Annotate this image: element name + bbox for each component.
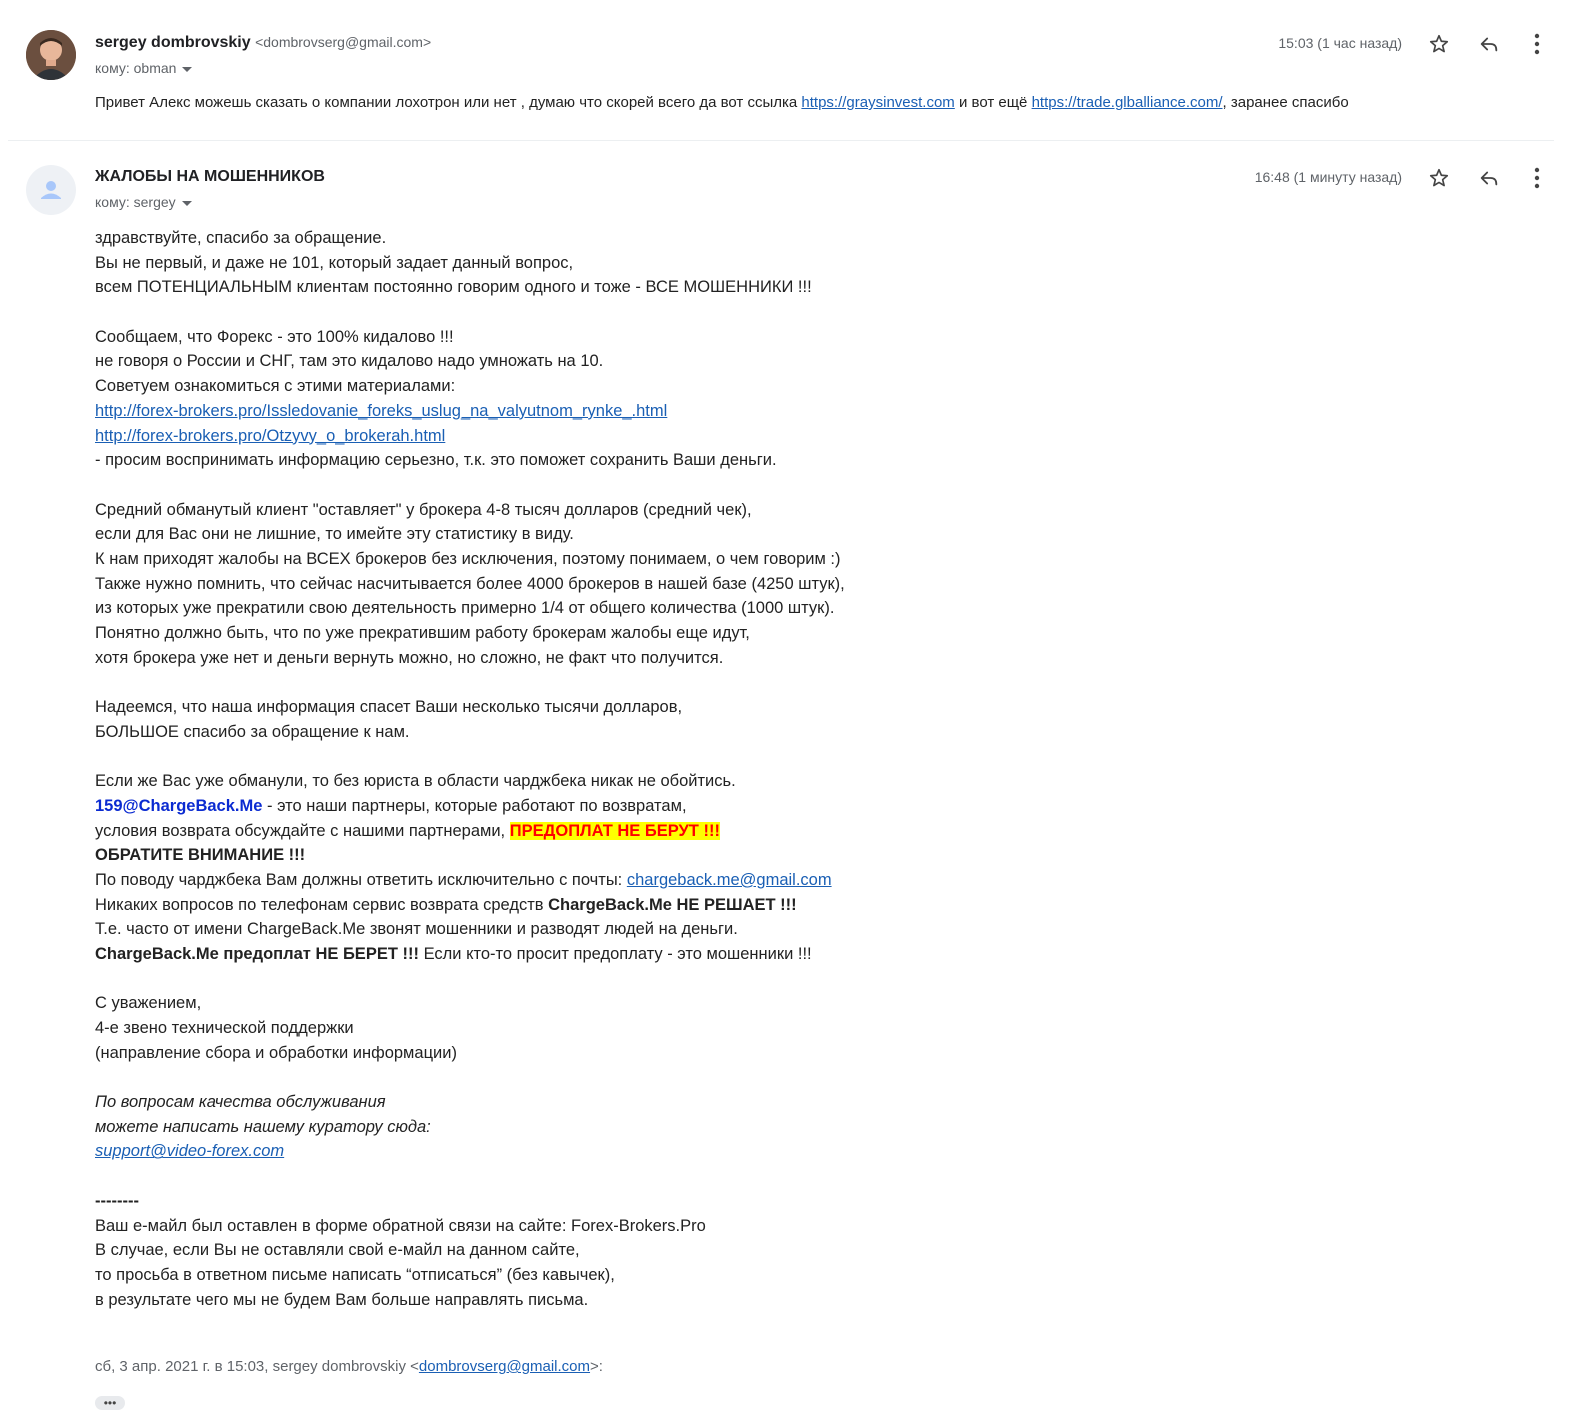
body-spacer (95, 473, 845, 498)
body-line (95, 893, 845, 918)
snippet-link-graysinvest[interactable]: https://graysinvest.com (801, 94, 955, 111)
body-line: всем ПОТЕНЦИАЛЬНЫМ клиентам постоянно говорим одного и тоже - ВСЕ МОШЕННИКИ !!! (95, 278, 812, 297)
body-text: Если кто-то просит предоплату - это мошенники !!! (418, 944, 812, 963)
body-line: Сообщаем, что Форекс - это 100% кидалово !!! (95, 327, 454, 346)
recipient-label: кому: sergey (95, 194, 176, 210)
sender-name[interactable]: sergey dombrovskiy (95, 34, 251, 51)
reply-button[interactable] (1475, 164, 1503, 192)
message-time: 15:03 (1 час назад) (1278, 35, 1402, 51)
reply-icon (1478, 167, 1500, 189)
body-line: С уважением, (95, 994, 202, 1013)
more-vertical-icon (1534, 167, 1540, 189)
more-options-button[interactable] (1523, 164, 1551, 192)
sender (95, 34, 431, 52)
body-line: хотя брокера уже нет и деньги вернуть можно, но сложно, не факт что получится. (95, 648, 724, 667)
chevron-down-icon (182, 67, 192, 72)
body-line: Ваш е-майл был оставлен в форме обратной связи на сайте: Forex-Brokers.Pro (95, 1216, 706, 1235)
snippet-text: , заранее спасибо (1222, 94, 1349, 111)
body-spacer (95, 744, 845, 769)
star-button[interactable] (1425, 30, 1453, 58)
body-line: БОЛЬШОЕ спасибо за обращение к нам. (95, 722, 410, 741)
message-time: 16:48 (1 минуту назад) (1254, 169, 1402, 185)
avatar-photo-icon (26, 30, 76, 80)
highlight-warning: ПРЕДОПЛАТ НЕ БЕРУТ !!! (509, 821, 720, 840)
body-line: По вопросам качества обслуживания (95, 1093, 386, 1112)
body-spacer (95, 967, 845, 992)
link-chargeback-email[interactable]: chargeback.me@gmail.com (626, 870, 832, 889)
quoted-message-header (95, 1358, 603, 1375)
partner-email-text: 159@ChargeBack.Me (95, 796, 263, 815)
message-snippet (95, 94, 1349, 111)
body-text: По поводу чарджбека Вам должны ответить исключительно с почты: (95, 870, 627, 889)
body-line: Средний обманутый клиент "оставляет" у брокера 4-8 тысяч долларов (средний чек), (95, 500, 752, 519)
body-line: Т.е. часто от имени ChargeBack.Me звонят мошенники и разводят людей на деньги. (95, 920, 738, 939)
body-line: здравствуйте, спасибо за обращение. (95, 229, 387, 247)
body-line: (направление сбора и обработки информации) (95, 1043, 457, 1062)
body-spacer (95, 670, 845, 695)
body-line: можете написать нашему куратору сюда: (95, 1117, 431, 1136)
body-line (95, 424, 845, 449)
link-support-email[interactable]: support@video-forex.com (95, 1142, 285, 1161)
quote-text: сб, 3 апр. 2021 г. в 15:03, sergey dombrovskiy < (95, 1358, 419, 1375)
body-text: - это наши партнеры, которые работают по возвратам, (262, 796, 687, 815)
more-options-button[interactable] (1523, 30, 1551, 58)
star-button[interactable] (1425, 164, 1453, 192)
body-line (95, 1139, 845, 1164)
reply-button[interactable] (1475, 30, 1503, 58)
chevron-down-icon (182, 201, 192, 206)
body-line: Надеемся, что наша информация спасет Ваши несколько тысячи долларов, (95, 698, 683, 717)
sender-email: <dombrovserg@gmail.com> (255, 34, 432, 50)
body-line: -------- (95, 1191, 139, 1210)
show-trimmed-content-button[interactable]: ••• (95, 1396, 125, 1410)
body-line (95, 399, 845, 424)
snippet-text: Привет Алекс можешь сказать о компании лохотрон или нет , думаю что скорей всего да вот ссылка (95, 94, 802, 111)
body-line: Советуем ознакомиться с этими материалами: (95, 377, 456, 396)
body-bold-text: ChargeBack.Me НЕ РЕШАЕТ !!! (548, 895, 797, 914)
body-spacer (95, 300, 845, 325)
recipient-toggle[interactable] (95, 194, 192, 210)
body-line: К нам приходят жалобы на ВСЕХ брокеров без исключения, поэтому понимаем, о чем говорим :) (95, 549, 841, 568)
link-otzyvy[interactable]: http://forex-brokers.pro/Otzyvy_o_brokerah.html (95, 426, 446, 445)
body-spacer (95, 1065, 845, 1090)
snippet-text: и вот ещё (954, 94, 1032, 111)
body-line: В случае, если Вы не оставляли свой е-майл на данном сайте, (95, 1241, 580, 1260)
message-divider (8, 140, 1554, 141)
reply-icon (1478, 33, 1500, 55)
body-line: Понятно должно быть, что по уже прекратившим работу брокерам жалобы еще идут, (95, 624, 750, 642)
snippet-link-glballiance[interactable]: https://trade.glballiance.com/ (1031, 94, 1223, 111)
quote-email-link[interactable]: dombrovserg@gmail.com (418, 1358, 591, 1375)
link-issledovanie[interactable]: http://forex-brokers.pro/Issledovanie_foreks_uslug_na_valyutnom_rynke_.html (95, 401, 668, 420)
person-icon (26, 165, 76, 215)
sender-avatar[interactable] (26, 30, 76, 80)
more-vertical-icon (1534, 33, 1540, 55)
body-line: не говоря о России и СНГ, там это кидалово надо умножать на 10. (95, 352, 604, 371)
sender-avatar[interactable] (26, 165, 76, 215)
body-line: если для Вас они не лишние, то имейте эту статистику в виду. (95, 525, 574, 544)
recipient-label: кому: obman (95, 60, 177, 76)
body-line: Вы не первый, и даже не 101, который задает данный вопрос, (95, 253, 574, 272)
body-line: Также нужно помнить, что сейчас насчитывается более 4000 брокеров в нашей базе (4250 штук), (95, 574, 845, 593)
body-line: Если же Вас уже обманули, то без юриста в области чарджбека никак не обойтись. (95, 772, 736, 791)
quote-text: >: (590, 1358, 603, 1375)
body-line: то просьба в ответном письме написать “отписаться” (без кавычек), (95, 1265, 615, 1284)
sender-name[interactable]: ЖАЛОБЫ НА МОШЕННИКОВ (95, 168, 325, 185)
body-line: 4-е звено технической поддержки (95, 1019, 354, 1037)
message-body (95, 226, 845, 1312)
recipient-toggle[interactable] (95, 60, 192, 76)
star-icon (1428, 167, 1450, 189)
body-bold-text: ChargeBack.Me предоплат НЕ БЕРЕТ !!! (95, 944, 419, 963)
body-spacer (95, 1164, 845, 1189)
sender (95, 168, 325, 186)
body-line (95, 819, 845, 844)
body-line (95, 794, 845, 819)
body-line (95, 942, 845, 967)
body-line: - просим воспринимать информацию серьезно, т.к. это поможет сохранить Ваши деньги. (95, 451, 777, 470)
body-line: из которых уже прекратили свою деятельность примерно 1/4 от общего количества (1000 штук). (95, 599, 835, 618)
body-line (95, 868, 845, 893)
body-line: ОБРАТИТЕ ВНИМАНИЕ !!! (95, 846, 306, 865)
body-line: в результате чего мы не будем Вам больше направлять письма. (95, 1290, 589, 1309)
body-text: условия возврата обсуждайте с нашими партнерами, (95, 821, 510, 840)
star-icon (1428, 33, 1450, 55)
body-text: Никаких вопросов по телефонам сервис возврата средств (95, 895, 549, 914)
